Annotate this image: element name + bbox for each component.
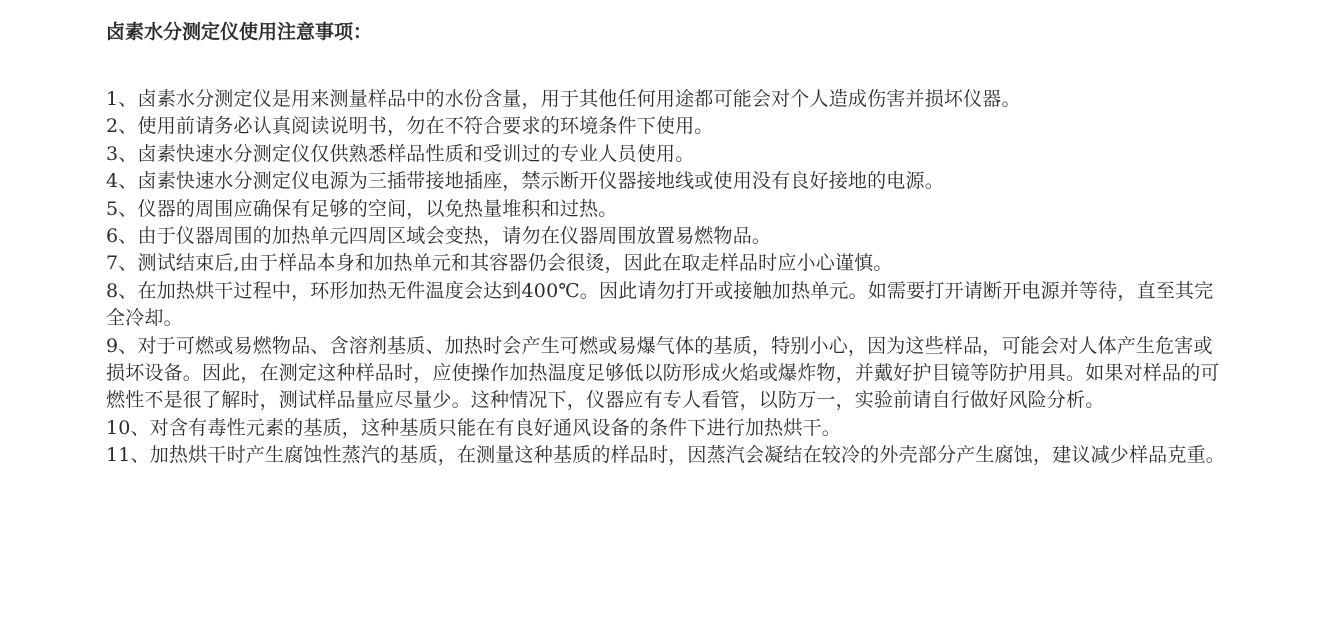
precaution-item: 4、卤素快速水分测定仪电源为三插带接地插座，禁示断开仪器接地线或使用没有良好接地的电源。 <box>106 170 944 193</box>
precaution-item: 11、加热烘干时产生腐蚀性蒸汽的基质，在测量这种基质的样品时，因蒸汽会凝结在较冷的外壳部分产生腐蚀，建议减少样品克重。 <box>106 444 1225 467</box>
precaution-list <box>106 86 1320 470</box>
precaution-item: 2、使用前请务必认真阅读说明书，勿在不符合要求的环境条件下使用。 <box>106 115 714 138</box>
precaution-item: 3、卤素快速水分测定仪仅供熟悉样品性质和受训过的专业人员使用。 <box>106 142 695 165</box>
precaution-item: 5、仪器的周围应确保有足够的空间，以免热量堆积和过热。 <box>106 197 618 220</box>
document-title: 卤素水分测定仪使用注意事项： <box>106 21 373 43</box>
precaution-item: 9、对于可燃或易燃物品、含溶剂基质、加热时会产生可燃或易爆气体的基质，特别小心，因为这些样品，可能会对人体产生危害或损坏设备。因此，在测定这种样品时，应使操作加热温度足够低以防形成火焰或爆炸物，并戴好护目镜等防护用具。如果对样品的可燃性不是很了解时，测试样品量应尽量少。这种情况下，仪器应有专人看管，以防万一，实验前请自行做好风险分析。 <box>106 334 1220 412</box>
spacer <box>106 48 1320 86</box>
precaution-item: 7、测试结束后,由于样品本身和加热单元和其容器仍会很烫，因此在取走样品时应小心谨慎。 <box>106 252 893 275</box>
precaution-item: 8、在加热烘干过程中，环形加热无件温度会达到400℃。因此请勿打开或接触加热单元。如需要打开请断开电源并等待，直至其完全冷却。 <box>106 279 1214 330</box>
precaution-item: 1、卤素水分测定仪是用来测量样品中的水份含量，用于其他任何用途都可能会对个人造成伤害并损坏仪器。 <box>106 88 1021 110</box>
precaution-item: 10、对含有毒性元素的基质，这种基质只能在有良好通风设备的条件下进行加热烘干。 <box>106 416 841 439</box>
precaution-item: 6、由于仪器周围的加热单元四周区域会变热，请勿在仪器周围放置易燃物品。 <box>106 225 772 248</box>
